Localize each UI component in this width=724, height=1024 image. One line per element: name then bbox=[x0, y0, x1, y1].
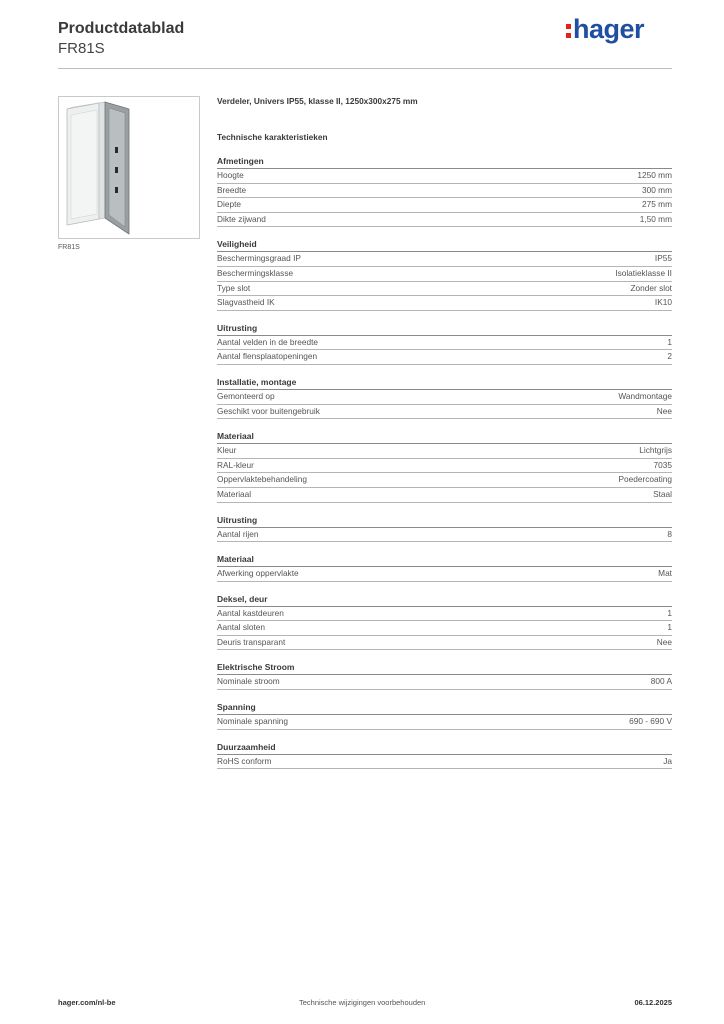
tech-heading: Technische karakteristieken bbox=[217, 132, 328, 142]
image-caption: FR81S bbox=[58, 244, 80, 251]
spec-section bbox=[217, 376, 672, 419]
cabinet-illustration bbox=[59, 97, 199, 238]
spec-row bbox=[217, 567, 672, 582]
spec-label: Diepte bbox=[217, 199, 241, 210]
section-title: Materiaal bbox=[217, 553, 672, 567]
spec-section bbox=[217, 553, 672, 582]
spec-label: Oppervlaktebehandeling bbox=[217, 474, 307, 485]
spec-value: Poedercoating bbox=[618, 474, 672, 485]
spec-row bbox=[217, 296, 672, 311]
spec-label: Aantal kastdeuren bbox=[217, 607, 284, 618]
spec-value: 1,50 mm bbox=[639, 213, 672, 224]
spec-row bbox=[217, 350, 672, 365]
spec-value: Ja bbox=[663, 755, 672, 766]
spec-label: Kleur bbox=[217, 445, 237, 456]
spec-value: Isolatieklasse II bbox=[615, 267, 672, 278]
spec-label: RoHS conform bbox=[217, 755, 272, 766]
spec-section bbox=[217, 741, 672, 770]
spec-row bbox=[217, 282, 672, 297]
spec-section bbox=[217, 701, 672, 730]
spec-row bbox=[217, 636, 672, 651]
spec-value: 1 bbox=[667, 607, 672, 618]
spec-row bbox=[217, 390, 672, 405]
spec-section bbox=[217, 430, 672, 502]
spec-row bbox=[217, 488, 672, 503]
spec-label: Beschermingsklasse bbox=[217, 267, 294, 278]
spec-value: 1250 mm bbox=[637, 170, 672, 180]
spec-value: IP55 bbox=[654, 253, 672, 264]
spec-section bbox=[217, 155, 672, 227]
spec-value: Lichtgrijs bbox=[639, 445, 672, 456]
spec-value: Mat bbox=[658, 568, 672, 579]
product-description: Verdeler, Univers IP55, klasse II, 1250x300x275 mm bbox=[217, 96, 418, 106]
section-title: Materiaal bbox=[217, 430, 672, 444]
spec-row bbox=[217, 675, 672, 690]
hager-logo bbox=[566, 14, 644, 46]
spec-label: Afwerking oppervlakte bbox=[217, 568, 299, 579]
spec-row bbox=[217, 473, 672, 488]
spec-label: Deuris transparant bbox=[217, 636, 286, 647]
spec-value: Zonder slot bbox=[630, 282, 672, 293]
section-title: Installatie, montage bbox=[217, 376, 672, 390]
header-divider bbox=[58, 68, 672, 69]
product-code: FR81S bbox=[58, 40, 105, 57]
spec-label: Aantal sloten bbox=[217, 622, 265, 633]
spec-row bbox=[217, 405, 672, 420]
section-title: Duurzaamheid bbox=[217, 741, 672, 755]
spec-label: Materiaal bbox=[217, 488, 252, 499]
spec-value: 2 bbox=[667, 351, 672, 362]
spec-row bbox=[217, 252, 672, 267]
spec-content bbox=[217, 94, 672, 769]
section-title: Uitrusting bbox=[217, 514, 672, 528]
spec-value: 275 mm bbox=[642, 199, 672, 210]
spec-row bbox=[217, 213, 672, 228]
spec-row bbox=[217, 444, 672, 459]
spec-section bbox=[217, 514, 672, 543]
spec-value: Wandmontage bbox=[618, 390, 672, 401]
section-title: Veiligheid bbox=[217, 238, 672, 252]
spec-label: Nominale stroom bbox=[217, 676, 280, 687]
spec-value: 690 - 690 V bbox=[629, 716, 672, 727]
spec-label: Breedte bbox=[217, 184, 247, 195]
spec-value: 1 bbox=[667, 622, 672, 633]
spec-label: Gemonteerd op bbox=[217, 390, 275, 401]
spec-label: Aantal flensplaatopeningen bbox=[217, 351, 318, 362]
footer-notice: Technische wijzigingen voorbehouden bbox=[299, 998, 426, 1007]
logo-text: hager bbox=[573, 14, 645, 44]
section-title: Uitrusting bbox=[217, 322, 672, 336]
spec-row bbox=[217, 198, 672, 213]
spec-row bbox=[217, 267, 672, 282]
section-title: Elektrische Stroom bbox=[217, 661, 672, 675]
spec-value: Nee bbox=[656, 636, 672, 647]
spec-row bbox=[217, 607, 672, 622]
spec-section bbox=[217, 322, 672, 365]
logo-dots-icon bbox=[566, 19, 572, 41]
spec-row bbox=[217, 184, 672, 199]
spec-value: 1 bbox=[667, 336, 672, 347]
section-title: Deksel, deur bbox=[217, 593, 672, 607]
section-title: Afmetingen bbox=[217, 155, 672, 169]
spec-row bbox=[217, 621, 672, 636]
spec-value: IK10 bbox=[654, 297, 672, 308]
spec-label: Aantal rijen bbox=[217, 528, 259, 539]
spec-value: 7035 bbox=[653, 459, 672, 470]
spec-value: Nee bbox=[656, 405, 672, 416]
spec-row bbox=[217, 715, 672, 730]
spec-value: 800 A bbox=[650, 676, 672, 687]
spec-label: Geschikt voor buitengebruik bbox=[217, 405, 320, 416]
spec-value: 8 bbox=[667, 528, 672, 539]
spec-section bbox=[217, 661, 672, 690]
spec-row bbox=[217, 459, 672, 474]
spec-sections bbox=[217, 155, 672, 769]
spec-label: Dikte zijwand bbox=[217, 213, 266, 224]
spec-row bbox=[217, 755, 672, 770]
spec-value: Staal bbox=[653, 488, 672, 499]
spec-section bbox=[217, 593, 672, 651]
spec-label: Slagvastheid IK bbox=[217, 297, 275, 308]
spec-label: Hoogte bbox=[217, 170, 244, 180]
spec-label: Aantal velden in de breedte bbox=[217, 336, 319, 347]
spec-section bbox=[217, 238, 672, 310]
spec-row bbox=[217, 169, 672, 184]
section-title: Spanning bbox=[217, 701, 672, 715]
footer-website: hager.com/nl-be bbox=[58, 998, 116, 1007]
spec-value: 300 mm bbox=[642, 184, 672, 195]
spec-row bbox=[217, 528, 672, 543]
spec-label: Type slot bbox=[217, 282, 251, 293]
page-title: Productdatablad bbox=[58, 20, 185, 37]
footer-date: 06.12.2025 bbox=[634, 998, 672, 1007]
spec-row bbox=[217, 336, 672, 351]
spec-label: Nominale spanning bbox=[217, 716, 289, 727]
spec-label: Beschermingsgraad IP bbox=[217, 253, 301, 264]
spec-label: RAL-kleur bbox=[217, 459, 254, 470]
product-image bbox=[58, 96, 200, 239]
